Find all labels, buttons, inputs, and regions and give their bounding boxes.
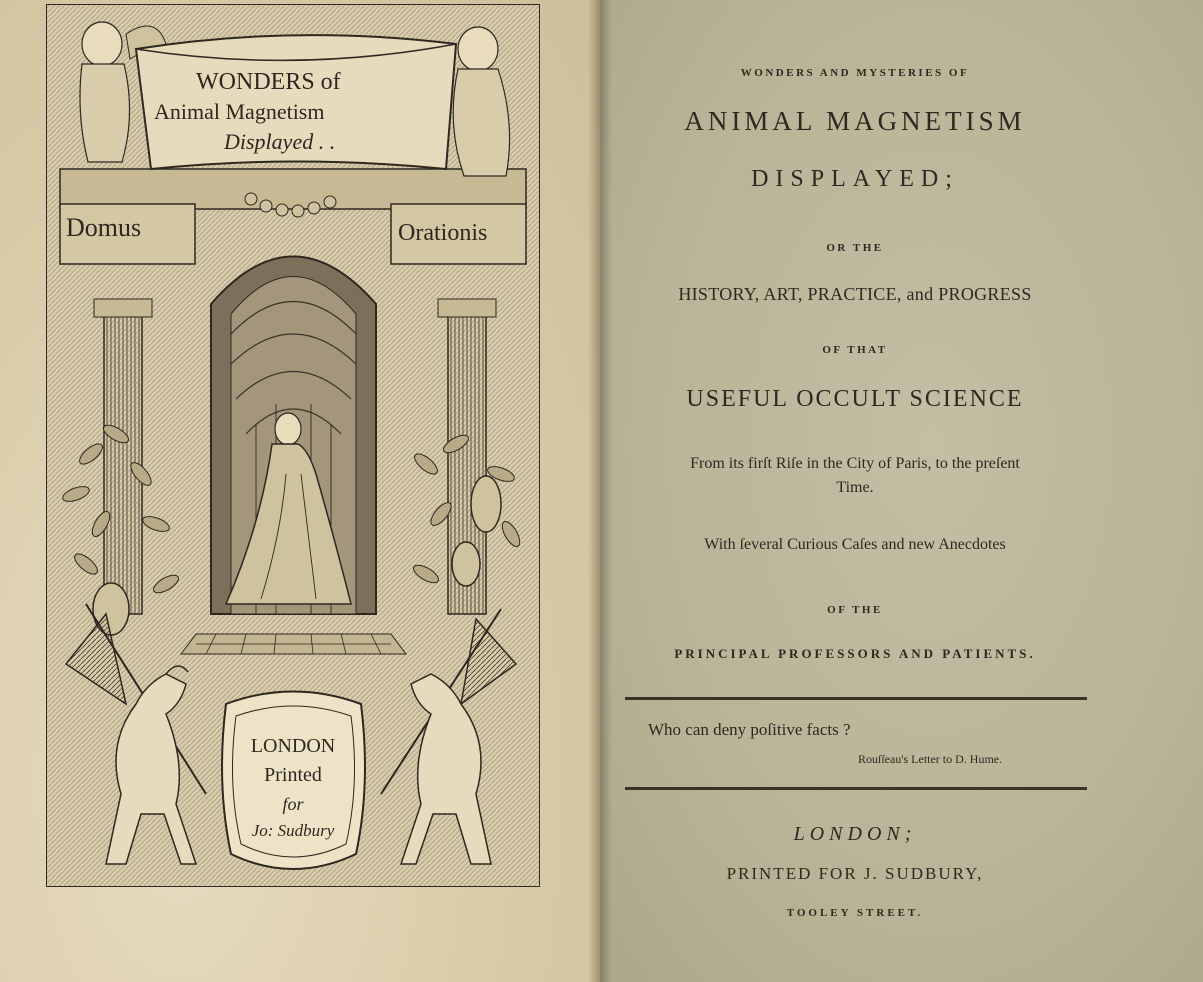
mandolin-icon [452, 542, 480, 586]
epigraph-source: Rouſſeau's Letter to D. Hume. [858, 752, 1003, 766]
from-line-2: Time. [836, 479, 874, 496]
bottom-rule [625, 787, 1087, 790]
cartouche-line-3: for [282, 794, 304, 814]
or-the: OR THE [826, 242, 884, 254]
top-rule [625, 697, 1087, 700]
imprint-city: LONDON; [793, 823, 917, 845]
frontispiece-engraving [46, 4, 540, 887]
banner-line-3: Displayed . . [224, 129, 336, 154]
book-gutter [588, 0, 612, 982]
cartouche-line-1: LONDON [250, 735, 336, 757]
of-that: OF THAT [822, 344, 888, 356]
pre-title: WONDERS AND MYSTERIES OF [740, 67, 970, 79]
banner-line-1: WONDERS of [196, 69, 341, 95]
science-line: USEFUL OCCULT SCIENCE [686, 386, 1024, 412]
cartouche-line-2: Printed [264, 764, 322, 786]
title-line-1: ANIMAL MAGNETISM [684, 106, 1026, 136]
subtitle: HISTORY, ART, PRACTICE, and PROGRESS [678, 284, 1032, 304]
epigraph: Who can deny poſitive facts ? [648, 720, 851, 739]
imprint-printed: PRINTED FOR J. SUDBURY, [726, 864, 984, 883]
of-the: OF THE [827, 604, 883, 616]
with-line: With ſeveral Curious Caſes and new Anecdotes [704, 536, 1006, 553]
title-line-2: DISPLAYED; [751, 166, 959, 192]
banner-line-2: Animal Magnetism [154, 99, 325, 124]
imprint-street: TOOLEY STREET. [786, 907, 924, 919]
cartouche-line-4: Jo: Sudbury [251, 821, 335, 840]
violin-icon [471, 476, 501, 532]
entablature [60, 169, 526, 209]
principal-line: PRINCIPAL PROFESSORS AND PATIENTS. [674, 646, 1036, 661]
from-line-1: From its firſt Riſe in the City of Paris, to the preſent [690, 455, 1020, 472]
panel-left-label: Domus [66, 213, 142, 242]
panel-right-label: Orationis [398, 220, 488, 246]
